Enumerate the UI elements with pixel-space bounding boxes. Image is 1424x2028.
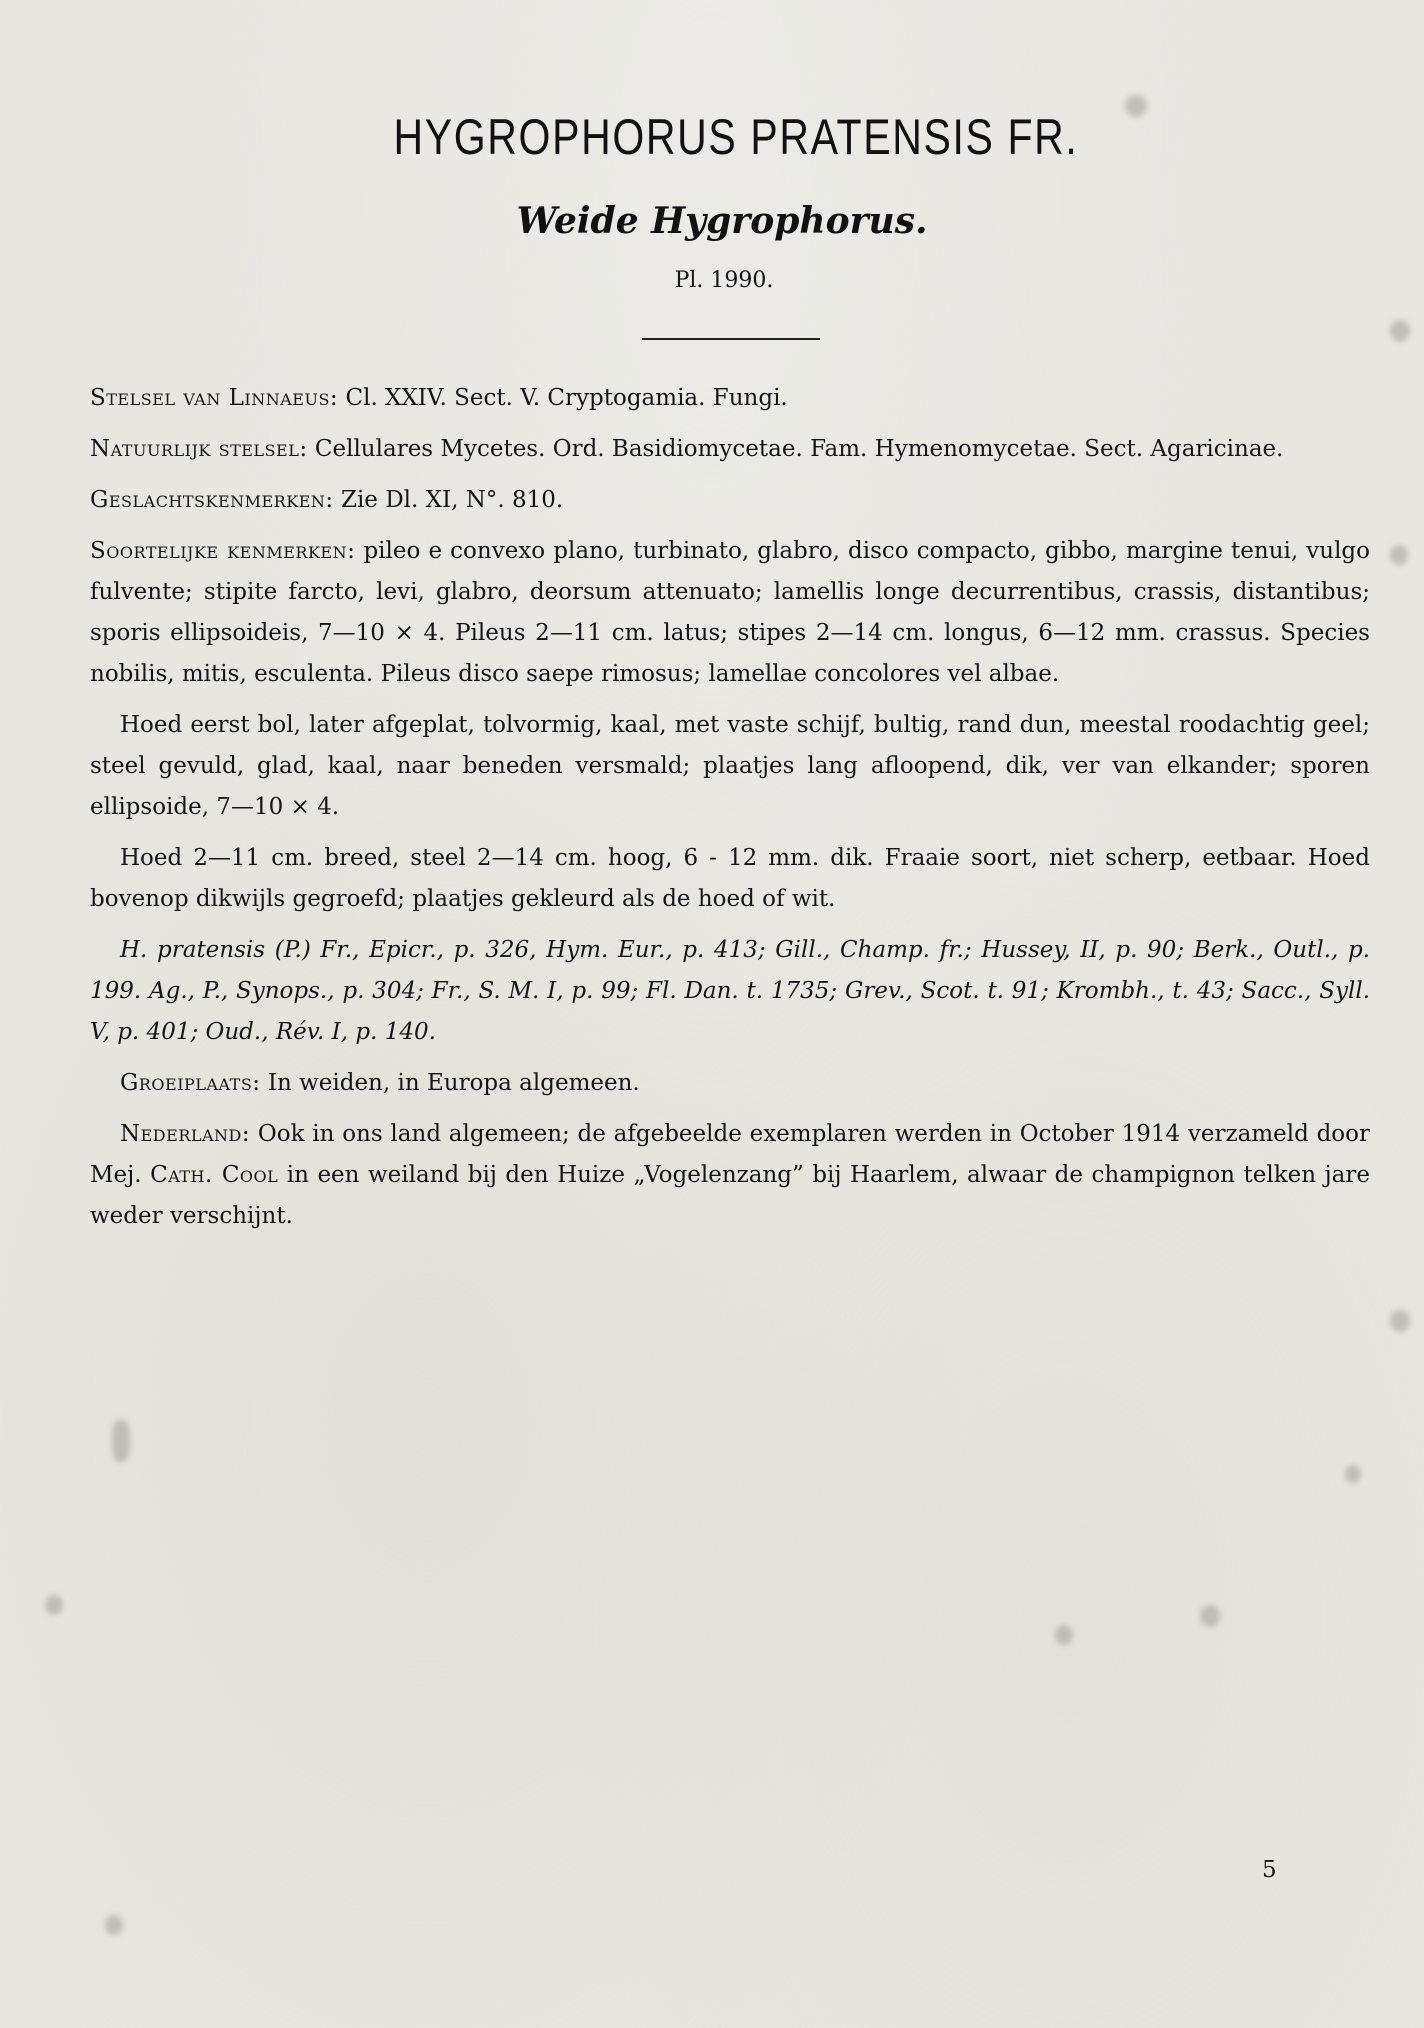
linnaeus-label: Stelsel van Linnaeus: [90, 385, 339, 411]
habitat-label: Groeiplaats: [120, 1070, 261, 1096]
habitat-text: In weiden, in Europa algemeen. [267, 1070, 640, 1096]
paper-speck [1390, 1310, 1410, 1332]
page-number: 5 [1262, 1857, 1277, 1883]
genus-label: Geslachtskenmerken: [90, 487, 334, 513]
plate-number: Pl. 1990. [674, 268, 774, 293]
habitat-paragraph [90, 1063, 1370, 1104]
netherlands-label: Nederland: [120, 1121, 251, 1147]
title-divider [642, 338, 820, 340]
dutch-name: Weide Hygrophorus. [516, 200, 928, 242]
paper-speck [45, 1595, 63, 1615]
paper-speck [112, 1420, 130, 1462]
netherlands-text-after: in een weiland bij den Huize „Vogelenzang” bij Haarlem, alwaar de champignon telken jare weder verschijnt. [90, 1162, 1371, 1229]
linnaeus-paragraph [90, 378, 1370, 419]
references-paragraph: H. pratensis (P.) Fr., Epicr., p. 326, Hym. Eur., p. 413; Gill., Champ. fr.; Hussey, II, p. 90; Berk., Outl., p. 199. Ag., P., Synops., p. 304; Fr., S. M. I, p. 99; Fl. Dan. t. 1735; Grev., Scot. t. 91; Krombh., t. 43; Sacc., Syll. V, p. 401; Oud., Rév. I, p. 140. [90, 937, 1370, 1045]
species-text: pileo e convexo plano, turbinato, glabro, disco compacto, gibbo, margine tenui, vulgo fulvente; stipite farcto, levi, glabro, deorsum attenuato; lamellis longe decurrentibus, crassis, distantibus; sporis ellipsoideis, 7—10 × 4. Pileus 2—11 cm. latus; stipes 2—14 cm. longus, 6—12 mm. crassus. Species nobilis, mitis, esculenta. Pileus disco saepe rimosus; lamellae concolores vel albae. [90, 538, 1371, 687]
netherlands-text-before: Ook in ons land algemeen; de afgebeelde exemplaren werden in October 1914 verzameld door Mej. [90, 1121, 1370, 1188]
paper-speck [1390, 545, 1408, 565]
paper-speck [1055, 1625, 1073, 1645]
paper-speck [1200, 1605, 1220, 1627]
collector-name: Cath. Cool [150, 1162, 279, 1188]
dutch-measures-paragraph: Hoed 2—11 cm. breed, steel 2—14 cm. hoog, 6 - 12 mm. dik. Fraaie soort, niet scherp, eetbaar. Hoed bovenop dikwijls gegroefd; plaatjes gekleurd als de hoed of wit. [90, 845, 1370, 912]
natural-system-label: Natuurlijk stelsel: [90, 436, 308, 462]
linnaeus-text: Cl. XXIV. Sect. V. Cryptogamia. Fungi. [345, 385, 788, 411]
paper-speck [1345, 1465, 1361, 1483]
paper-speck [1390, 320, 1410, 342]
species-label: Soortelijke kenmerken: [90, 538, 356, 564]
genus-paragraph [90, 480, 1370, 521]
natural-system-paragraph [90, 429, 1370, 470]
netherlands-paragraph [90, 1114, 1370, 1237]
paper-speck [105, 1915, 123, 1935]
natural-system-text: Cellulares Mycetes. Ord. Basidiomycetae. Fam. Hymenomycetae. Sect. Agaricinae. [314, 436, 1284, 462]
description-body [90, 378, 1370, 1247]
genus-text: Zie Dl. XI, N°. 810. [340, 487, 564, 513]
dutch-description-paragraph: Hoed eerst bol, later afgeplat, tolvormig, kaal, met vaste schijf, bultig, rand dun, meestal roodachtig geel; steel gevuld, glad, kaal, naar beneden versmald; plaatjes lang afloopend, dik, ver van elkander; sporen ellipsoide, 7—10 × 4. [90, 712, 1370, 820]
paper-speck [1125, 95, 1147, 117]
species-title: HYGROPHORUS PRATENSIS FR. [393, 109, 1079, 165]
species-paragraph [90, 531, 1370, 695]
